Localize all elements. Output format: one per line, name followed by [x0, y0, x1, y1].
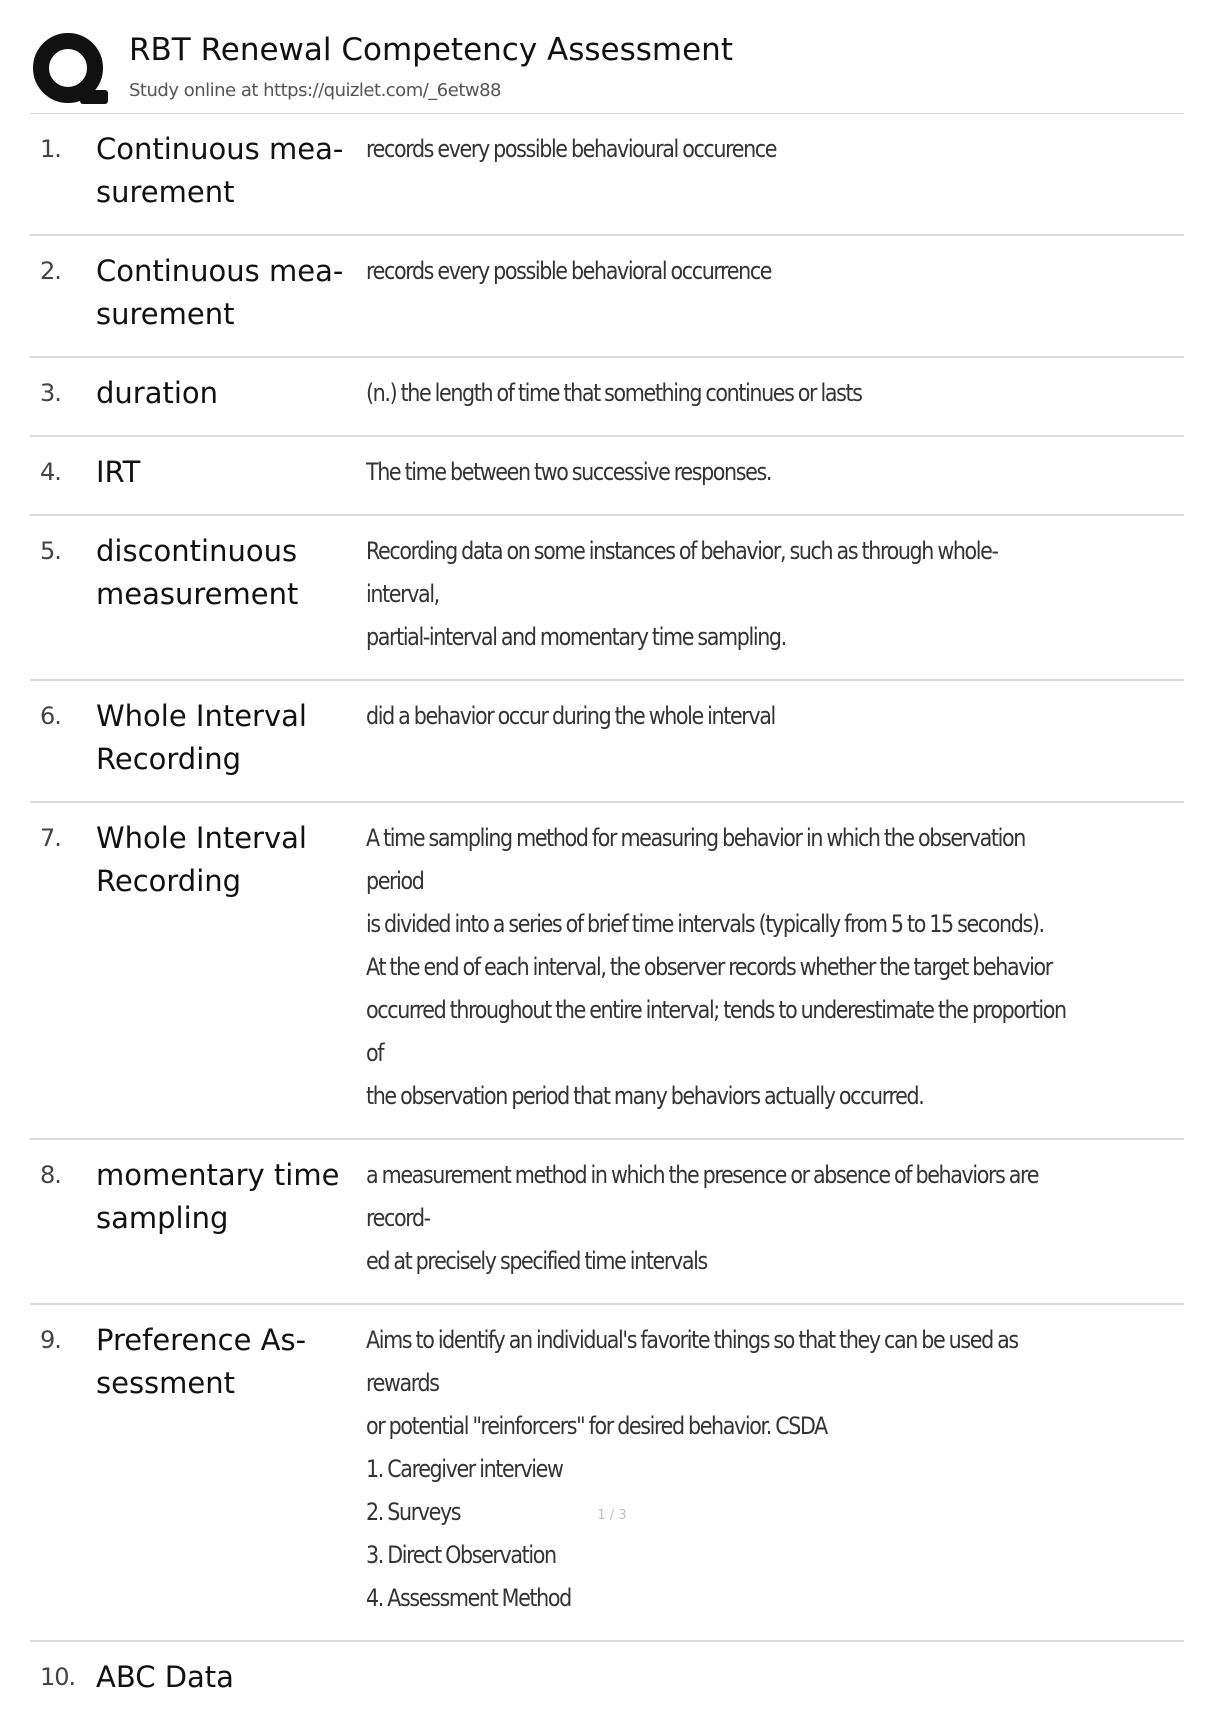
card-term — [96, 1319, 366, 1405]
flashcard-list — [30, 114, 1184, 1719]
term-line: Continuous mea- — [96, 132, 344, 166]
definition-line: a measurement method in which the presence or absence of behaviors are record- — [366, 1161, 1039, 1232]
definition-line: 2. Surveys — [366, 1498, 461, 1526]
card-definition — [366, 451, 1069, 494]
card-number: 6. — [40, 702, 61, 730]
term-line: sessment — [96, 1366, 236, 1400]
study-link[interactable]: Study online at https://quizlet.com/_6etw88 — [129, 80, 502, 101]
quizlet-logo-icon — [30, 30, 110, 110]
card-term — [96, 1154, 366, 1240]
term-line: Whole Interval — [96, 821, 307, 855]
card-number: 8. — [40, 1161, 61, 1189]
term-line: surement — [96, 297, 235, 331]
definition-line: the observation period that many behaviors actually occurred. — [366, 1082, 924, 1110]
card-term — [96, 128, 366, 214]
term-line: Preference As- — [96, 1323, 307, 1357]
definition-line: partial-interval and momentary time sampling. — [366, 623, 786, 651]
definition-line: 3. Direct Observation — [366, 1541, 556, 1569]
definition-line: Recording data on some instances of behavior, such as through whole-interval, — [366, 537, 998, 608]
card-definition — [366, 250, 1069, 293]
definition-line: records every possible behavioral occurrence — [366, 257, 772, 285]
card-definition — [366, 530, 1069, 659]
card-definition — [366, 372, 1069, 415]
card-number: 3. — [40, 379, 61, 407]
definition-line: ed at precisely specified time intervals — [366, 1247, 707, 1275]
card-term — [96, 530, 366, 616]
card-number: 4. — [40, 458, 61, 486]
card-definition — [366, 817, 1069, 1118]
definition-line: occurred throughout the entire interval; tends to underestimate the proportion of — [366, 996, 1066, 1067]
card-number: 7. — [40, 824, 61, 852]
card-number: 1. — [40, 135, 61, 163]
page-title: RBT Renewal Competency Assessment — [129, 32, 733, 68]
card-row — [30, 1140, 1184, 1305]
card-row — [30, 803, 1184, 1140]
card-number: 2. — [40, 257, 61, 285]
card-row — [30, 236, 1184, 358]
definition-line: or potential "reinforcers" for desired behavior. CSDA — [366, 1412, 827, 1440]
card-term — [96, 451, 366, 494]
page-header — [30, 30, 1184, 114]
term-line: ABC Data — [96, 1660, 234, 1694]
card-row — [30, 516, 1184, 681]
term-line: measurement — [96, 577, 299, 611]
card-number: 10. — [40, 1663, 76, 1691]
term-line: Whole Interval — [96, 699, 307, 733]
card-number: 9. — [40, 1326, 61, 1354]
term-line: discontinuous — [96, 534, 298, 568]
card-number: 5. — [40, 537, 61, 565]
card-definition — [366, 695, 1069, 738]
card-definition — [366, 1154, 1069, 1283]
term-line: surement — [96, 175, 235, 209]
term-line: Recording — [96, 742, 242, 776]
definition-line: is divided into a series of brief time intervals (typically from 5 to 15 seconds). — [366, 910, 1044, 938]
definition-line: records every possible behavioural occurence — [366, 135, 777, 163]
card-term — [96, 695, 366, 781]
term-line: sampling — [96, 1201, 229, 1235]
card-row — [30, 681, 1184, 803]
card-term — [96, 1656, 366, 1699]
card-term — [96, 372, 366, 415]
page-indicator: 1 / 3 — [597, 1508, 627, 1523]
definition-line: 4. Assessment Method — [366, 1584, 571, 1612]
term-line: momentary time — [96, 1158, 340, 1192]
term-line: Continuous mea- — [96, 254, 344, 288]
card-row — [30, 114, 1184, 236]
card-row — [30, 1305, 1184, 1642]
card-definition — [366, 128, 1069, 171]
card-term — [96, 250, 366, 336]
term-line: duration — [96, 376, 219, 410]
term-line: IRT — [96, 455, 141, 489]
definition-line: Aims to identify an individual's favorite things so that they can be used as rewards — [366, 1326, 1018, 1397]
card-definition — [366, 1319, 1069, 1620]
definition-line: did a behavior occur during the whole interval — [366, 702, 775, 730]
card-term — [96, 817, 366, 903]
term-line: Recording — [96, 864, 242, 898]
definition-line: (n.) the length of time that something continues or lasts — [366, 379, 862, 407]
definition-line: At the end of each interval, the observer records whether the target behavior — [366, 953, 1052, 981]
definition-line: 1. Caregiver interview — [366, 1455, 563, 1483]
card-row — [30, 358, 1184, 437]
card-row — [30, 1642, 1184, 1719]
definition-line: A time sampling method for measuring behavior in which the observation period — [366, 824, 1025, 895]
card-row — [30, 437, 1184, 516]
definition-line: The time between two successive responses. — [366, 458, 772, 486]
